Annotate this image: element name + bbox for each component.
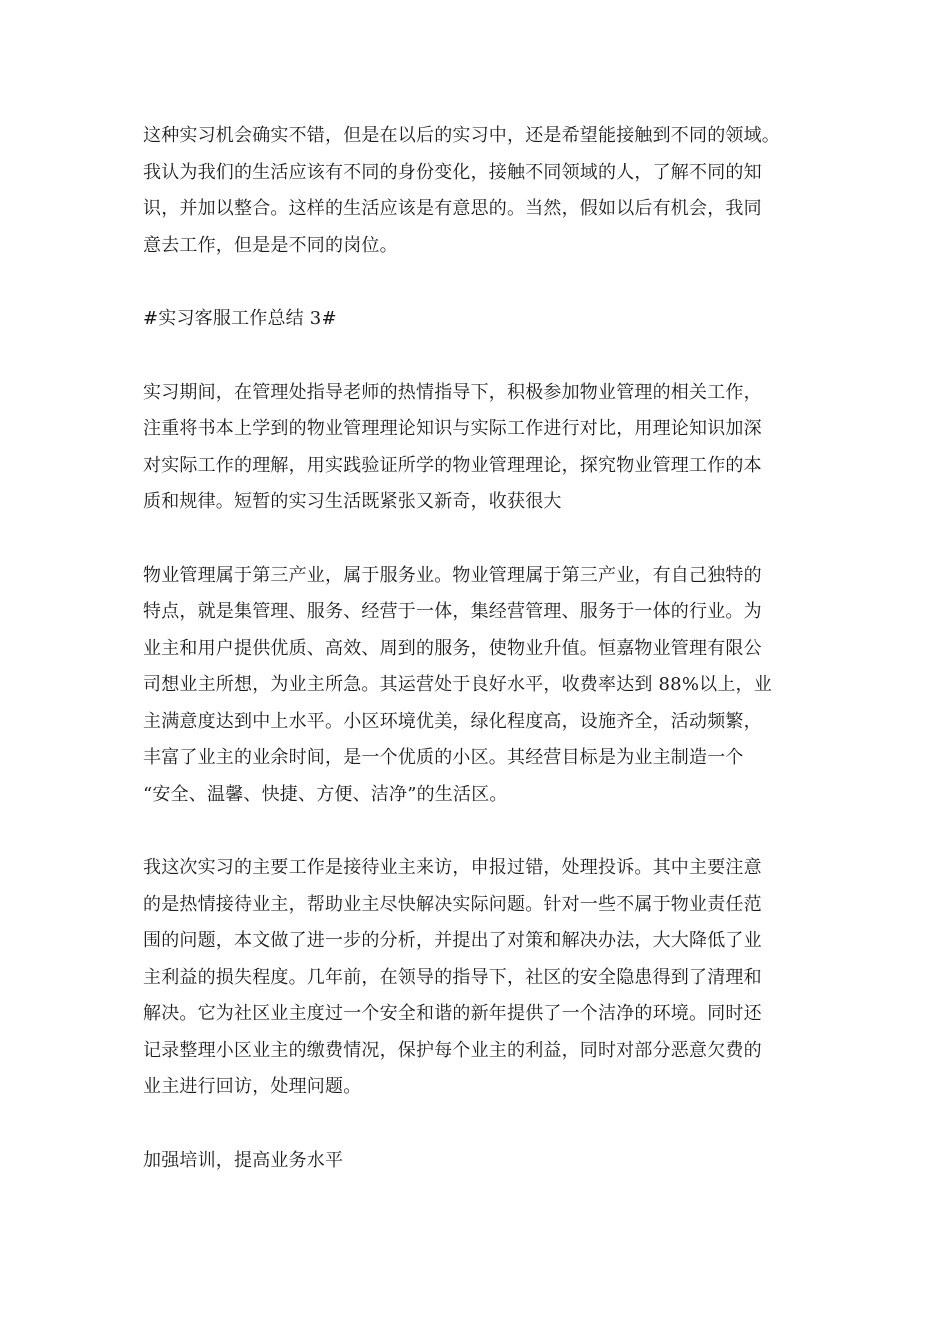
paragraph-gap	[143, 1106, 815, 1143]
text-line: 物业管理属于第三产业，属于服务业。物业管理属于第三产业，有自己独特的	[143, 564, 762, 586]
text-line: 实习期间，在管理处指导老师的热情指导下，积极参加物业管理的相关工作，	[143, 381, 762, 403]
text-line: 业主和用户提供优质、高效、周到的服务，使物业升值。恒嘉物业管理有限公	[143, 637, 762, 659]
paragraph-internship-period	[143, 375, 815, 521]
paragraph-property-management	[143, 558, 815, 814]
paragraph-gap	[143, 264, 815, 301]
text-line: 业主进行回访，处理问题。	[143, 1076, 362, 1097]
text-line: 主利益的损失程度。几年前，在领导的指导下，社区的安全隐患得到了清理和	[143, 966, 762, 988]
text-line: 司想业主所想，为业主所急。其运营处于良好水平，收费率达到 88%以上，业	[143, 674, 772, 695]
text-line: 意去工作，但是是不同的岗位。	[143, 234, 398, 256]
text-line: 记录整理小区业主的缴费情况，保护每个业主的利益，同时对部分恶意欠费的	[143, 1039, 762, 1061]
text-line: 解决。它为社区业主度过一个安全和谐的新年提供了一个洁净的环境。同时还	[143, 1003, 762, 1024]
text-line: 围的问题，本文做了进一步的分析，并提出了对策和解决办法，大大降低了业	[143, 930, 762, 951]
text-line: 注重将书本上学到的物业管理理论知识与实际工作进行对比，用理论知识加深	[143, 418, 762, 439]
paragraph-gap	[143, 813, 815, 850]
text-line: 对实际工作的理解，用实践验证所学的物业管理理论，探究物业管理工作的本	[143, 454, 762, 476]
text-line: 我认为我们的生活应该有不同的身份变化，接触不同领域的人，了解不同的知	[143, 161, 762, 183]
text-line: 识，并加以整合。这样的生活应该是有意思的。当然，假如以后有机会，我同	[143, 198, 762, 219]
text-line: 主满意度达到中上水平。小区环境优美，绿化程度高，设施齐全，活动频繁，	[143, 710, 762, 732]
paragraph-gap	[143, 521, 815, 558]
text-line: 丰富了业主的业余时间，是一个优质的小区。其经营目标是为业主制造一个	[143, 747, 744, 768]
section-heading	[143, 301, 815, 338]
paragraph-gap	[143, 338, 815, 375]
text-line: “安全、温馨、快捷、方便、洁净”的生活区。	[143, 783, 508, 805]
paragraph-main-work	[143, 850, 815, 1106]
text-line: 特点，就是集管理、服务、经营于一体，集经营管理、服务于一体的行业。为	[143, 601, 762, 622]
text-line: 这种实习机会确实不错，但是在以后的实习中，还是希望能接触到不同的领域。	[143, 125, 780, 146]
document-page	[143, 118, 815, 1179]
text-line: 的是热情接待业主，帮助业主尽快解决实际问题。针对一些不属于物业责任范	[143, 893, 762, 915]
text-line: #实习客服工作总结 3#	[143, 308, 337, 329]
text-line: 质和规律。短暂的实习生活既紧张又新奇，收获很大	[143, 491, 562, 512]
paragraph-training-heading	[143, 1143, 815, 1180]
text-line: 我这次实习的主要工作是接待业主来访，申报过错，处理投诉。其中主要注意	[143, 857, 762, 878]
paragraph-internship-opportunity	[143, 118, 815, 264]
text-line: 加强培训，提高业务水平	[143, 1149, 344, 1171]
